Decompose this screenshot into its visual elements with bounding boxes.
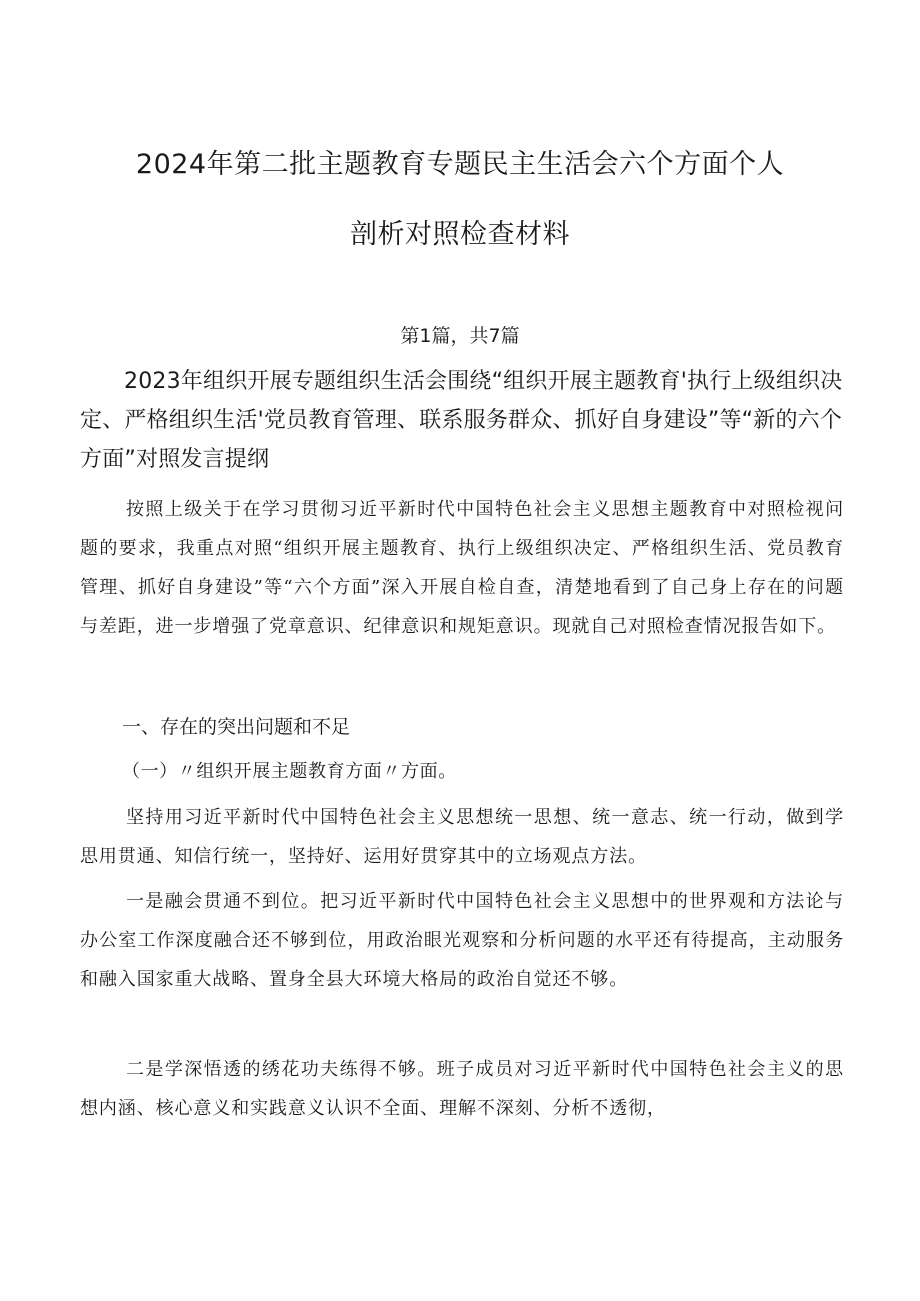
paragraph-point-one: 一是融会贯通不到位。把习近平新时代中国特色社会主义思想中的世界观和方法论与办公室工作深度融合还不够到位，用政治眼光观察和分析问题的水平还有待提高，主动服务和融入国家重大战略、置身全县大环境大格局的政治自觉还不够。 — [80, 891, 844, 990]
paragraph-adhere: 坚持用习近平新时代中国特色社会主义思想统一思想、统一意志、统一行动，做到学思用贯通、知信行统一，坚持好、运用好贯穿其中的立场观点方法。 — [80, 807, 844, 867]
paragraph-point-two: 二是学深悟透的绣花功夫练得不够。班子成员对习近平新时代中国特色社会主义的思想内涵、核心意义和实践意义认识不全面、理解不深刻、分析不透彻， — [80, 1059, 844, 1119]
document-title-line-2: 剖析对照检查材料 — [350, 219, 570, 250]
intro-paragraph: 按照上级关于在学习贯彻习近平新时代中国特色社会主义思想主题教育中对照检视问题的要求，我重点对照“组织开展主题教育、执行上级组织决定、严格组织生活、党员教育管理、抓好自身建设”等“六个方面”深入开展自检自查，清楚地看到了自己身上存在的问题与差距，进一步增强了党章意识、纪律意识和规矩意识。现就自己对照检查情况报告如下。 — [80, 499, 844, 637]
section-heading: 一、存在的突出问题和不足 — [122, 716, 351, 738]
document-title-line-1: 2024年第二批主题教育专题民主生活会六个方面个人 — [135, 149, 785, 180]
part-indicator: 第1篇，共7篇 — [400, 325, 520, 347]
subsection-heading: （一）〃组织开展主题教育方面〃方面。 — [122, 761, 457, 782]
article-heading: 2023年组织开展专题组织生活会围绕“组织开展主题教育'执行上级组织决定、严格组织生活'党员教育管理、联系服务群众、抓好自身建设”等“新的六个方面”对照发言提纲 — [80, 369, 843, 472]
